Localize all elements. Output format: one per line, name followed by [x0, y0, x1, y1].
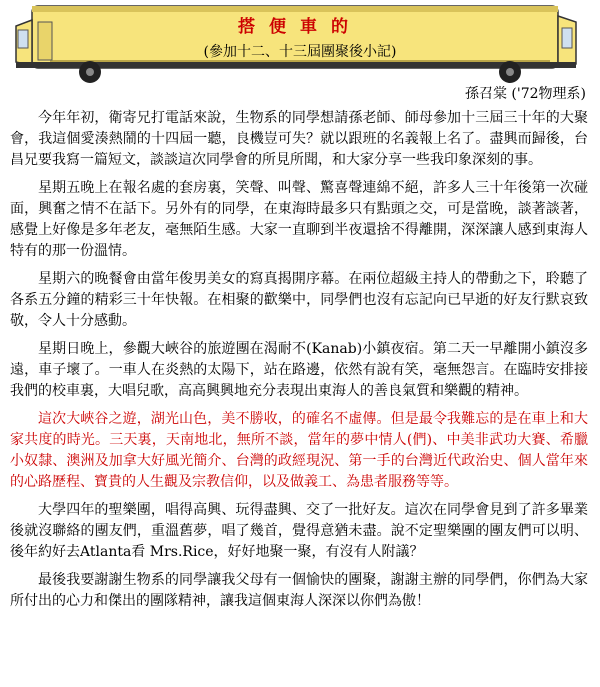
paragraph: 星期六的晚餐會由當年俊男美女的寫真揭開序幕。在兩位超級主持人的帶動之下，聆聽了各系五分鐘的精彩三十年快報。在相聚的歡樂中，同學們也沒有忘記向已早逝的好友行默哀致敬，令人十分感動。: [10, 271, 588, 329]
paragraph: 大學四年的聖樂團，唱得高興、玩得盡興、交了一批好友。這次在同學會見到了許多畢業後就沒聯絡的團友們，重溫舊夢，唱了幾首，覺得意猶未盡。說不定聖樂團的團友們可以明、後年約好去Atlanta看 Mrs.Rice，好好地聚一聚，有沒有人附議？: [10, 502, 588, 560]
paragraph: 最後我要謝謝生物系的同學讓我父母有一個愉快的團聚，謝謝主辦的同學們，你們為大家所付出的心力和傑出的團隊精神，讓我這個東海人深深以你們為傲！: [10, 572, 588, 609]
article-body: [10, 108, 588, 619]
highlight-paragraph: 這次大峽谷之遊，湖光山色，美不勝收，的確名不虛傳。但是最令我難忘的是在車上和大家共度的時光。三天裏，天南地北，無所不談，當年的夢中情人(們)、中美非武功大賽、希臘小奴隸、澳洲及加拿大好風光簡介、台灣的政經現況、第一手的台灣近代政治史、個人當年來的心路歷程、寶貴的人生觀及宗教信仰，以及做義工、為患者服務等等。: [10, 411, 588, 490]
article-subtitle: (參加十二、十三屆團聚後小記): [203, 44, 397, 60]
paragraph: 今年年初，衛寄兄打電話來說，生物系的同學想請孫老師、師母參加十三屆三十年的大聚會，我這個愛湊熱鬧的十四屆一聽，良機豈可失？就以跟班的名義報上名了。盡興而歸後，台昌兄要我寫一篇短文，談談這次同學會的所見所聞，和大家分享一些我印象深刻的事。: [10, 110, 588, 168]
author-byline: 孫召棠 ('72物理系): [464, 86, 586, 102]
article-title: 搭便車的: [238, 17, 362, 37]
paragraph: 星期五晚上在報名處的套房裏，笑聲、叫聲、驚喜聲連綿不絕，許多人三十年後第一次碰面，興奮之情不在話下。另外有的同學，在東海時最多只有點頭之交，可是當晚，談著談著，感覺上好像是多年老友，毫無陌生感。大家一直聊到半夜還捨不得離開，深深讓人感到東海人特有的那一份溫情。: [10, 180, 588, 259]
paragraph: 星期日晚上，參觀大峽谷的旅遊團在渴耐不(Kanab)小鎮夜宿。第二天一早離開小鎮沒多遠，車子壞了。一車人在炎熱的太陽下，站在路邊，依然有說有笑，毫無怨言。在臨時安排接我們的校車裏，大唱兒歌，高高興興地充分表現出東海人的善良氣質和樂觀的精神。: [10, 341, 588, 399]
